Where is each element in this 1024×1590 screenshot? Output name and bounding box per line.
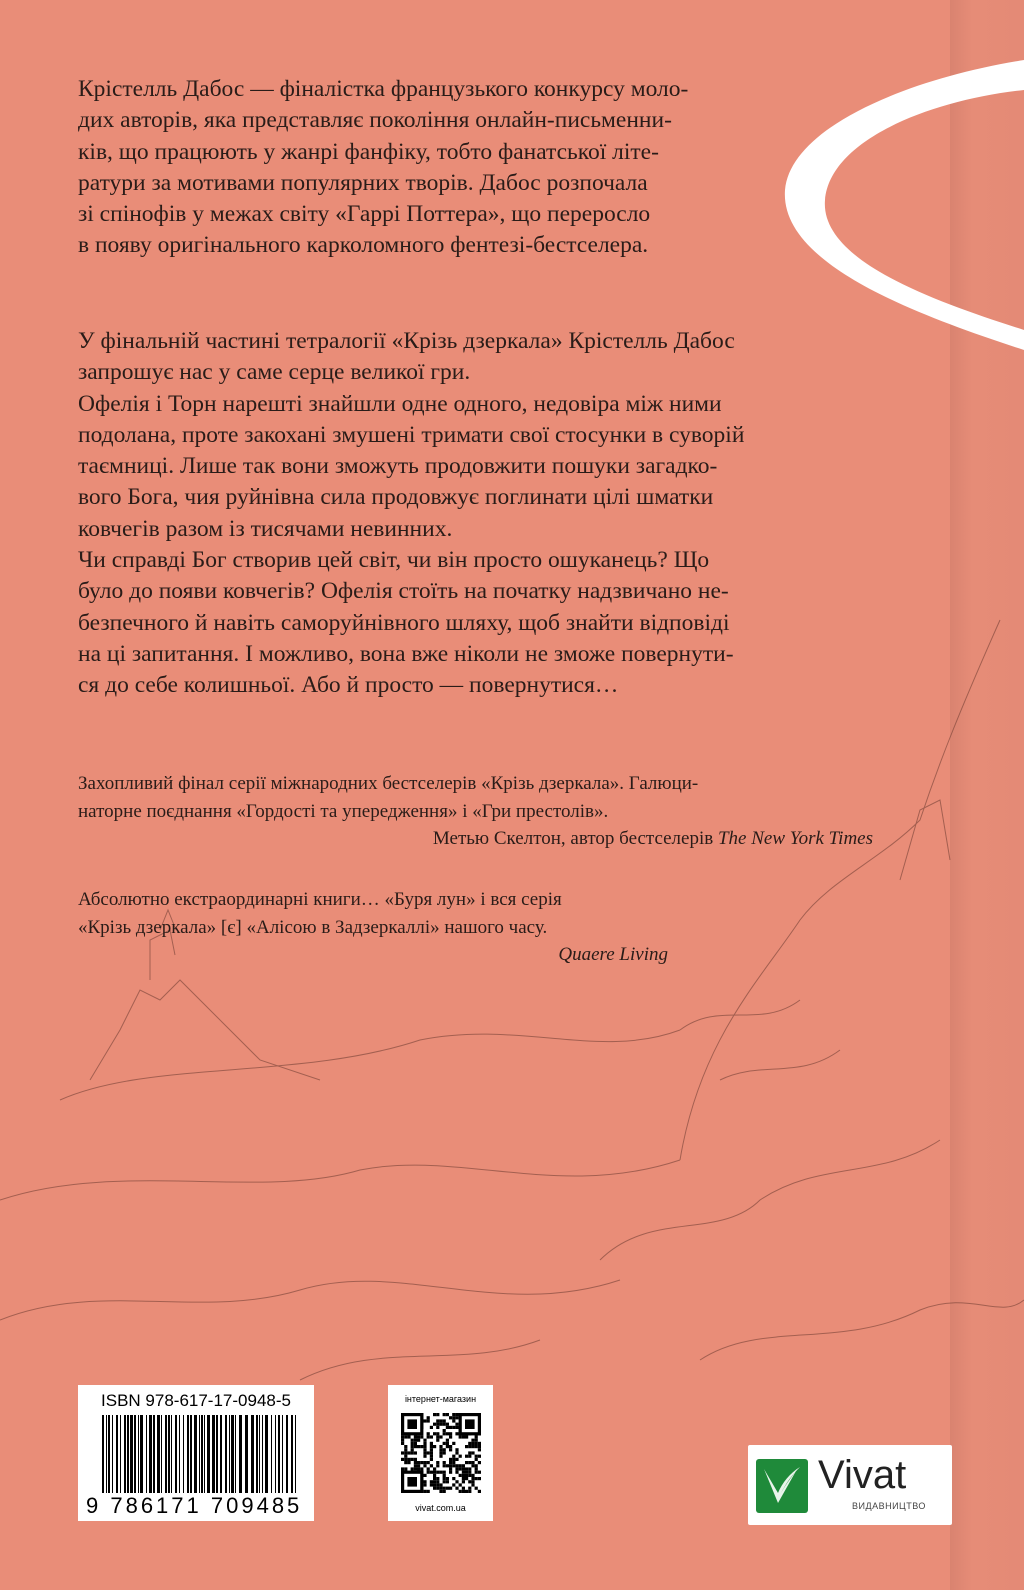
isbn-barcode [78, 1385, 314, 1521]
qr-url: vivat.com.ua [415, 1503, 466, 1513]
quote-line: наторне поєднання «Гордості та упередження» і «Гри престолів». [78, 800, 609, 822]
publisher-subtitle: ВИДАВНИЦТВО [852, 1501, 926, 1511]
text-line: Крістелль Дабос — фіналістка французького конкурсу моло- [78, 76, 689, 102]
text-line: ків, що працюють у жанрі фанфіку, тобто фанатської літе- [78, 138, 659, 165]
text-line: було до появи ковчегів? Офелія стоїть на початку надзвичано не- [78, 578, 729, 605]
text-line: зі спінофів у межах світу «Гаррі Поттера», що переросло [78, 201, 651, 228]
text-line: в появу оригінального карколомного фентезі-бестселера. [78, 232, 649, 259]
quote-line: «Крізь дзеркала» [є] «Алісою в Задзеркаллі» нашого часу. [78, 916, 548, 938]
attribution-publication: The New York Times [717, 828, 873, 849]
quote-line: Захопливий фінал серії міжнародних бестселерів «Крізь дзеркала». Галюци- [78, 773, 699, 794]
text-line: вого Бога, чия руйнівна сила продовжує поглинати цілі шматки [78, 484, 714, 511]
text-line: ся до себе колишньої. Або й просто — повернутися… [78, 672, 619, 699]
text-line: У фінальній частині тетралогії «Крізь дзеркала» Крістелль Дабос [78, 328, 735, 354]
quill-icon [756, 1459, 808, 1513]
qr-code-block[interactable] [388, 1385, 493, 1521]
text-line: Чи справді Бог створив цей світ, чи він просто ошуканець? Що [78, 547, 710, 574]
qr-code-icon [401, 1413, 481, 1493]
text-line: дих авторів, яка представляє покоління онлайн-письменни- [78, 107, 672, 134]
ribbon-swoosh [780, 60, 1024, 360]
quote-attribution [78, 825, 873, 853]
publisher-name: Vivat [818, 1453, 907, 1497]
text-line: безпечного й навіть саморуйнівного шляху, щоб знайти відповіді [78, 609, 730, 636]
text-line: ратури за мотивами популярних творів. Дабос розпочала [78, 169, 648, 196]
isbn-label: ISBN 978-617-17-0948-5 [101, 1391, 291, 1410]
qr-top-label: інтернет-магазин [404, 1394, 477, 1404]
review-quote [78, 886, 668, 969]
text-line: подолана, проте закохані змушені тримати свої стосунки в суворій [78, 421, 745, 448]
publisher-logo [748, 1445, 952, 1525]
quote-attribution: Quaere Living [558, 944, 668, 965]
text-line: ковчегів разом із тисячами невинних. [78, 515, 453, 542]
author-bio [78, 74, 688, 262]
barcode-icon [88, 1415, 303, 1493]
synopsis [78, 326, 744, 702]
text-line: Офелія і Торн нарешті знайшли одне одного, недовіра між ними [78, 390, 722, 417]
quote-line: Абсолютно екстраординарні книги… «Буря лун» і вся серія [78, 889, 562, 910]
text-line: на ці запитання. І можливо, вона вже ніколи не зможе повернути- [78, 640, 734, 667]
text-line: запрошує нас у саме серце великої гри. [78, 359, 471, 386]
review-quote [78, 770, 873, 853]
attribution-text: Метью Скелтон, автор бестселерів [432, 828, 718, 849]
barcode-number: 9 786171 709485 [86, 1493, 303, 1518]
text-line: таємниці. Лише так вони зможуть продовжити пошуки загадко- [78, 453, 718, 480]
